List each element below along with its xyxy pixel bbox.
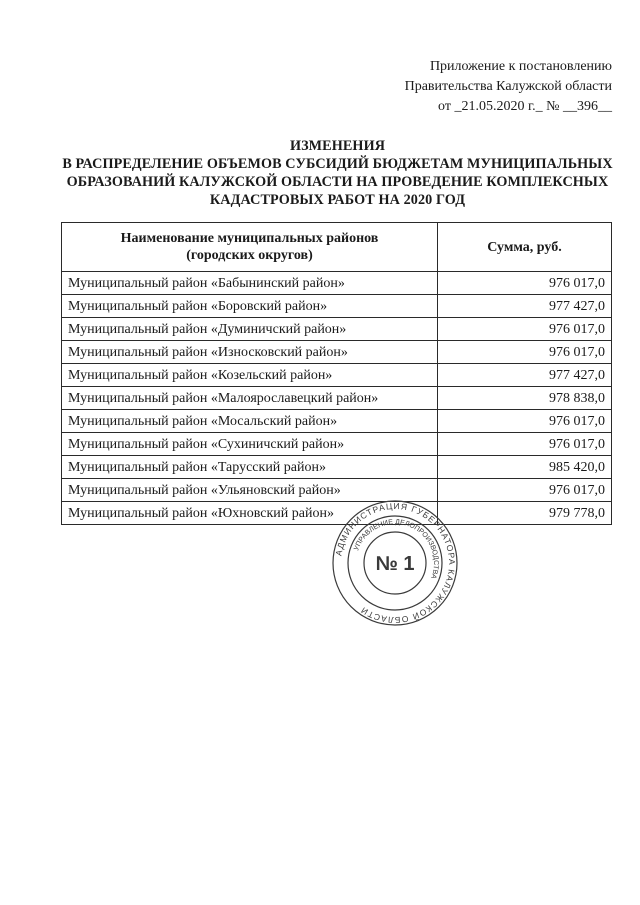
column-header-district-line-1: Наименование муниципальных районов <box>120 231 379 246</box>
district-name: Муниципальный район «Юхновский район» <box>62 502 438 525</box>
column-header-district <box>62 223 438 272</box>
table-row <box>62 410 612 433</box>
table-row <box>62 364 612 387</box>
table-row <box>62 341 612 364</box>
stamp-number: № 1 <box>375 553 415 575</box>
table-row <box>62 272 612 295</box>
district-name: Муниципальный район «Сухиничский район» <box>62 433 438 456</box>
subsidy-amount: 985 420,0 <box>438 456 612 479</box>
subsidy-amount: 979 778,0 <box>438 502 612 525</box>
stamp-outer-textpath: АДМИНИСТРАЦИЯ ГУБЕРНАТОРА КАЛУЖСКОЙ ОБЛАСТИ <box>333 500 458 626</box>
table-row <box>62 456 612 479</box>
subsidy-amount: 977 427,0 <box>438 295 612 318</box>
title-line-3: ОБРАЗОВАНИЙ КАЛУЖСКОЙ ОБЛАСТИ НА ПРОВЕДЕНИЕ КОМПЛЕКСНЫХ <box>66 174 609 190</box>
district-name: Муниципальный район «Тарусский район» <box>62 456 438 479</box>
subsidy-amount: 976 017,0 <box>438 479 612 502</box>
subsidy-amount: 977 427,0 <box>438 364 612 387</box>
subsidy-amount: 976 017,0 <box>438 341 612 364</box>
district-name: Муниципальный район «Износковский район» <box>62 341 438 364</box>
official-seal-stamp <box>330 498 460 628</box>
table-row <box>62 387 612 410</box>
appendix-line-1: Приложение к постановлению <box>429 59 612 74</box>
subsidy-amount: 976 017,0 <box>438 433 612 456</box>
subsidy-amount: 976 017,0 <box>438 318 612 341</box>
table-row <box>62 433 612 456</box>
district-name: Муниципальный район «Боровский район» <box>62 295 438 318</box>
appendix-line-2: Правительства Калужской области <box>404 79 612 94</box>
district-name: Муниципальный район «Думиничский район» <box>62 318 438 341</box>
title-line-2: В РАСПРЕДЕЛЕНИЕ ОБЪЕМОВ СУБСИДИЙ БЮДЖЕТАМ МУНИЦИПАЛЬНЫХ <box>62 156 613 172</box>
table-row <box>62 318 612 341</box>
district-name: Муниципальный район «Бабынинский район» <box>62 272 438 295</box>
table-header-row <box>62 223 612 272</box>
subsidy-table <box>61 222 612 525</box>
subsidy-amount: 976 017,0 <box>438 272 612 295</box>
title-line-4: КАДАСТРОВЫХ РАБОТ НА 2020 ГОД <box>209 192 466 208</box>
subsidy-amount: 978 838,0 <box>438 387 612 410</box>
title-line-1: ИЗМЕНЕНИЯ <box>289 138 386 154</box>
column-header-district-line-2: (городских округов) <box>186 248 313 263</box>
district-name: Муниципальный район «Ульяновский район» <box>62 479 438 502</box>
appendix-line-3: от _21.05.2020 г._ № __396__ <box>438 99 612 114</box>
district-name: Муниципальный район «Козельский район» <box>62 364 438 387</box>
column-header-amount: Сумма, руб. <box>438 223 612 272</box>
document-title <box>40 137 635 209</box>
table-row <box>62 295 612 318</box>
subsidy-amount: 976 017,0 <box>438 410 612 433</box>
appendix-note <box>372 57 612 117</box>
district-name: Муниципальный район «Малоярославецкий район» <box>62 387 438 410</box>
district-name: Муниципальный район «Мосальский район» <box>62 410 438 433</box>
stamp-inner-textpath: УПРАВЛЕНИЕ ДЕЛОПРОИЗВОДСТВА <box>353 518 440 580</box>
